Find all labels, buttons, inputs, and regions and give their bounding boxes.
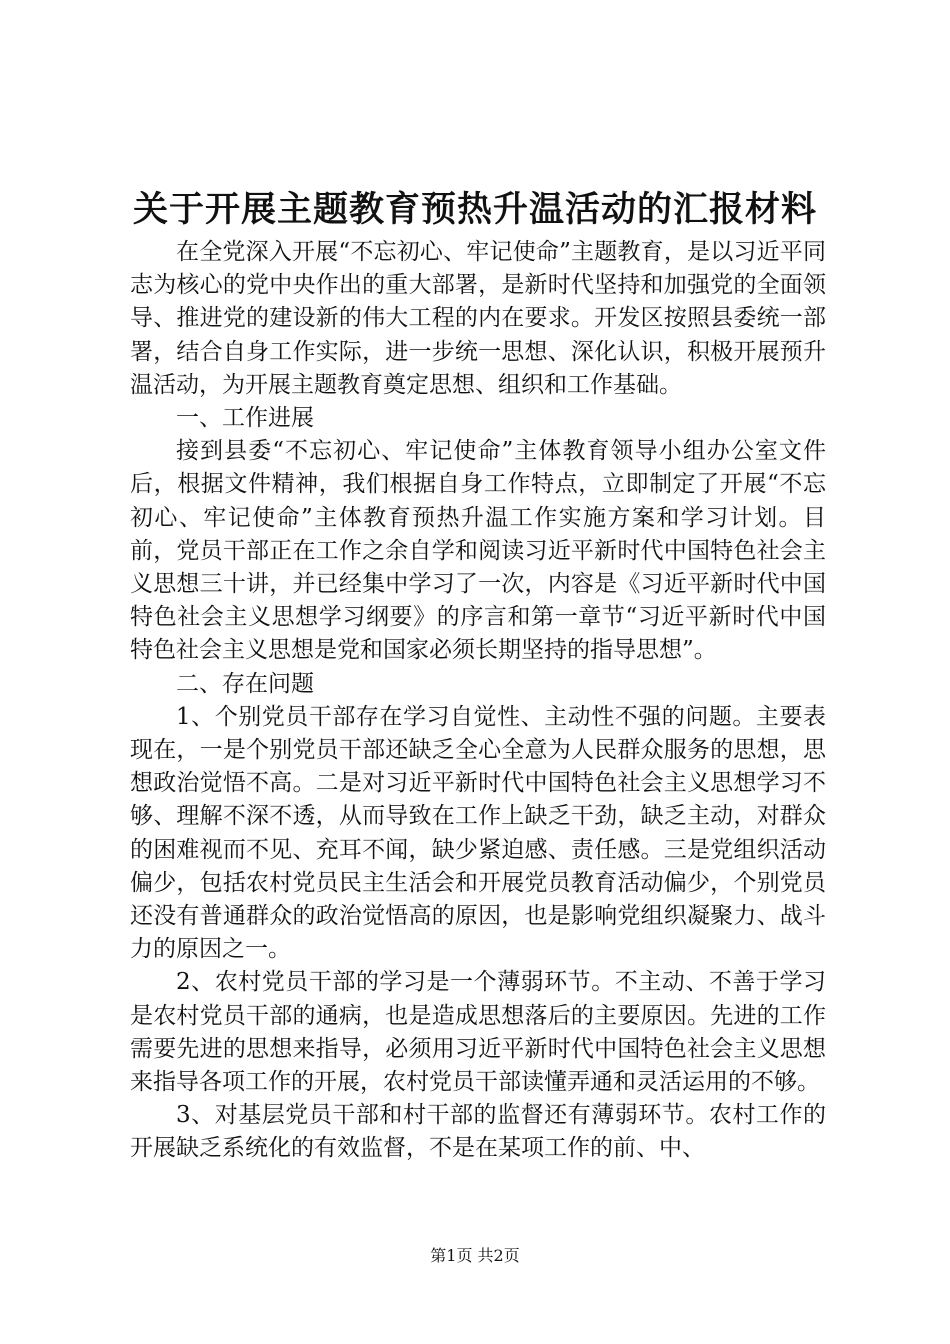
section-heading-problems: 二、存在问题 (176, 670, 314, 697)
problem-paragraph-3: 3、对基层党员干部和村干部的监督还有薄弱环节。农村工作的开展缺乏系统化的有效监督，不是在某项工作的前、中、 (130, 1102, 826, 1162)
intro-paragraph: 在全党深入开展“不忘初心、牢记使命”主题教育，是以习近平同志为核心的党中央作出的重大部署，是新时代坚持和加强党的全面领导、推进党的建设新的伟大工程的内在要求。开发区按照县委统一部署，结合自身工作实际，进一步统一思想、深化认识，积极开展预升温活动，为开展主题教育奠定思想、组织和工作基础。 (130, 239, 826, 398)
progress-paragraph: 接到县委“不忘初心、牢记使命”主体教育领导小组办公室文件后，根据文件精神，我们根据自身工作特点，立即制定了开展“不忘初心、牢记使命”主体教育预热升温工作实施方案和学习计划。目前，党员干部正在工作之余自学和阅读习近平新时代中国特色社会主义思想三十讲，并已经集中学习了一次，内容是《习近平新时代中国特色社会主义思想学习纲要》的序言和第一章节“习近平新时代中国特色社会主义思想是党和国家必须长期坚持的指导思想”。 (130, 438, 826, 664)
page-footer: 第1页 共2页 (430, 1246, 520, 1265)
problem-paragraph-2: 2、农村党员干部的学习是一个薄弱环节。不主动、不善于学习是农村党员干部的通病，也是造成思想落后的主要原因。先进的工作需要先进的思想来指导，必须用习近平新时代中国特色社会主义思想来指导各项工作的开展，农村党员干部读懂弄通和灵活运用的不够。 (130, 969, 826, 1096)
problem-paragraph-1: 1、个别党员干部存在学习自觉性、主动性不强的问题。主要表现在，一是个别党员干部还缺乏全心全意为人民群众服务的思想，思想政治觉悟不高。二是对习近平新时代中国特色社会主义思想学习不够、理解不深不透，从而导致在工作上缺乏干劲，缺乏主动，对群众的困难视而不见、充耳不闻，缺少紧迫感、责任感。三是党组织活动偏少，包括农村党员民主生活会和开展党员教育活动偏少，个别党员还没有普通群众的政治觉悟高的原因，也是影响党组织凝聚力、战斗力的原因之一。 (130, 703, 826, 963)
document-body (130, 236, 826, 1166)
document-title: 关于开展主题教育预热升温活动的汇报材料 (132, 189, 817, 230)
section-heading-progress: 一、工作进展 (176, 405, 314, 432)
